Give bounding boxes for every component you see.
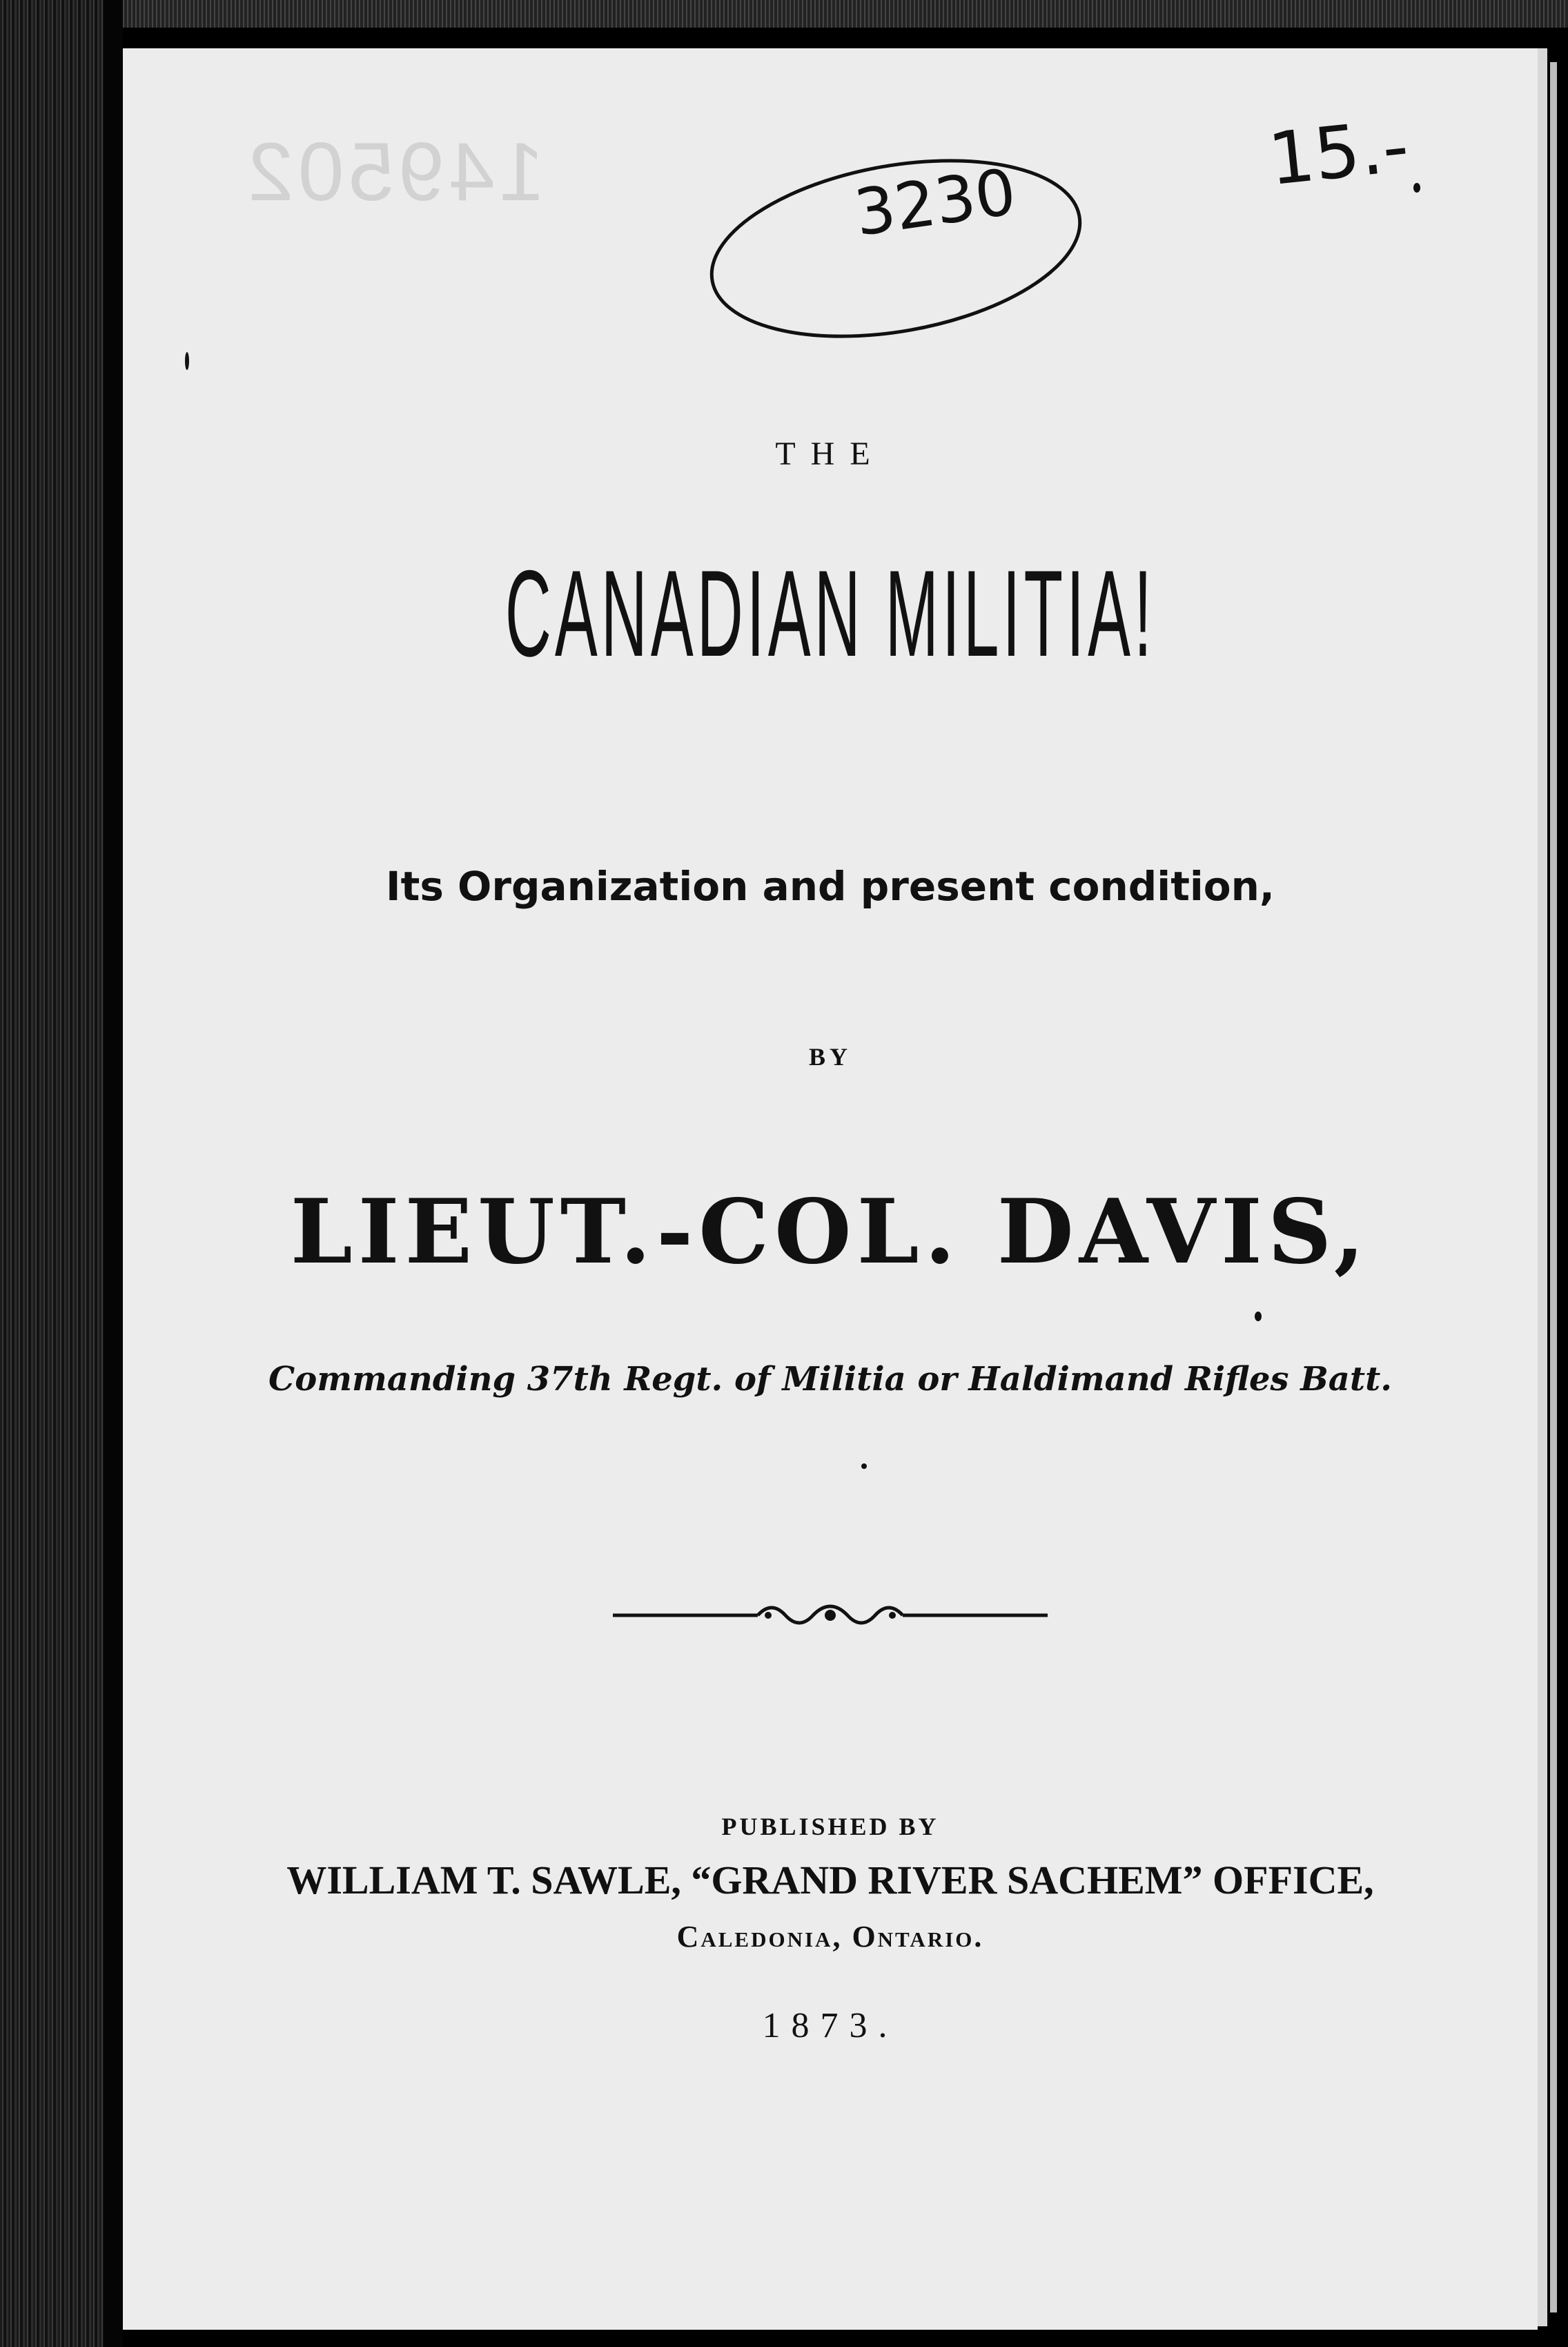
spine-shadow (104, 0, 123, 2347)
publisher-name: WILLIAM T. SAWLE, “GRAND RIVER SACHEM” OFFICE, (286, 1858, 1374, 1902)
subtitle: Its Organization and present condition, (386, 863, 1275, 910)
title-page (123, 48, 1538, 2330)
ink-speck (861, 1463, 867, 1469)
ink-speck (185, 352, 189, 370)
ornamental-rule (123, 1598, 1538, 1633)
library-stamp: 149502 (244, 126, 545, 218)
page-edge (1538, 48, 1547, 2326)
by-line: BY (808, 1043, 852, 1071)
ink-speck (1413, 183, 1420, 193)
author-name: LIEUT.-COL. DAVIS, (290, 1180, 1371, 1284)
published-by-label: PUBLISHED BY (721, 1813, 939, 1840)
ink-speck (1255, 1312, 1262, 1321)
page-edge (1550, 62, 1557, 2312)
publication-place: Caledonia, Ontario. (676, 1920, 984, 1954)
scan-top-border (0, 0, 1568, 28)
title-article: THE (775, 436, 885, 472)
handwritten-catalog-number: 3230 (850, 155, 1021, 251)
publication-year: 1873. (762, 2006, 899, 2045)
author-command: Commanding 37th Regt. of Militia or Haldimand Rifles Batt. (268, 1360, 1392, 1399)
page-title: CANADIAN MILITIA! (504, 545, 1156, 682)
handwritten-price: 15.- (1264, 103, 1413, 202)
book-spine (0, 0, 117, 2347)
